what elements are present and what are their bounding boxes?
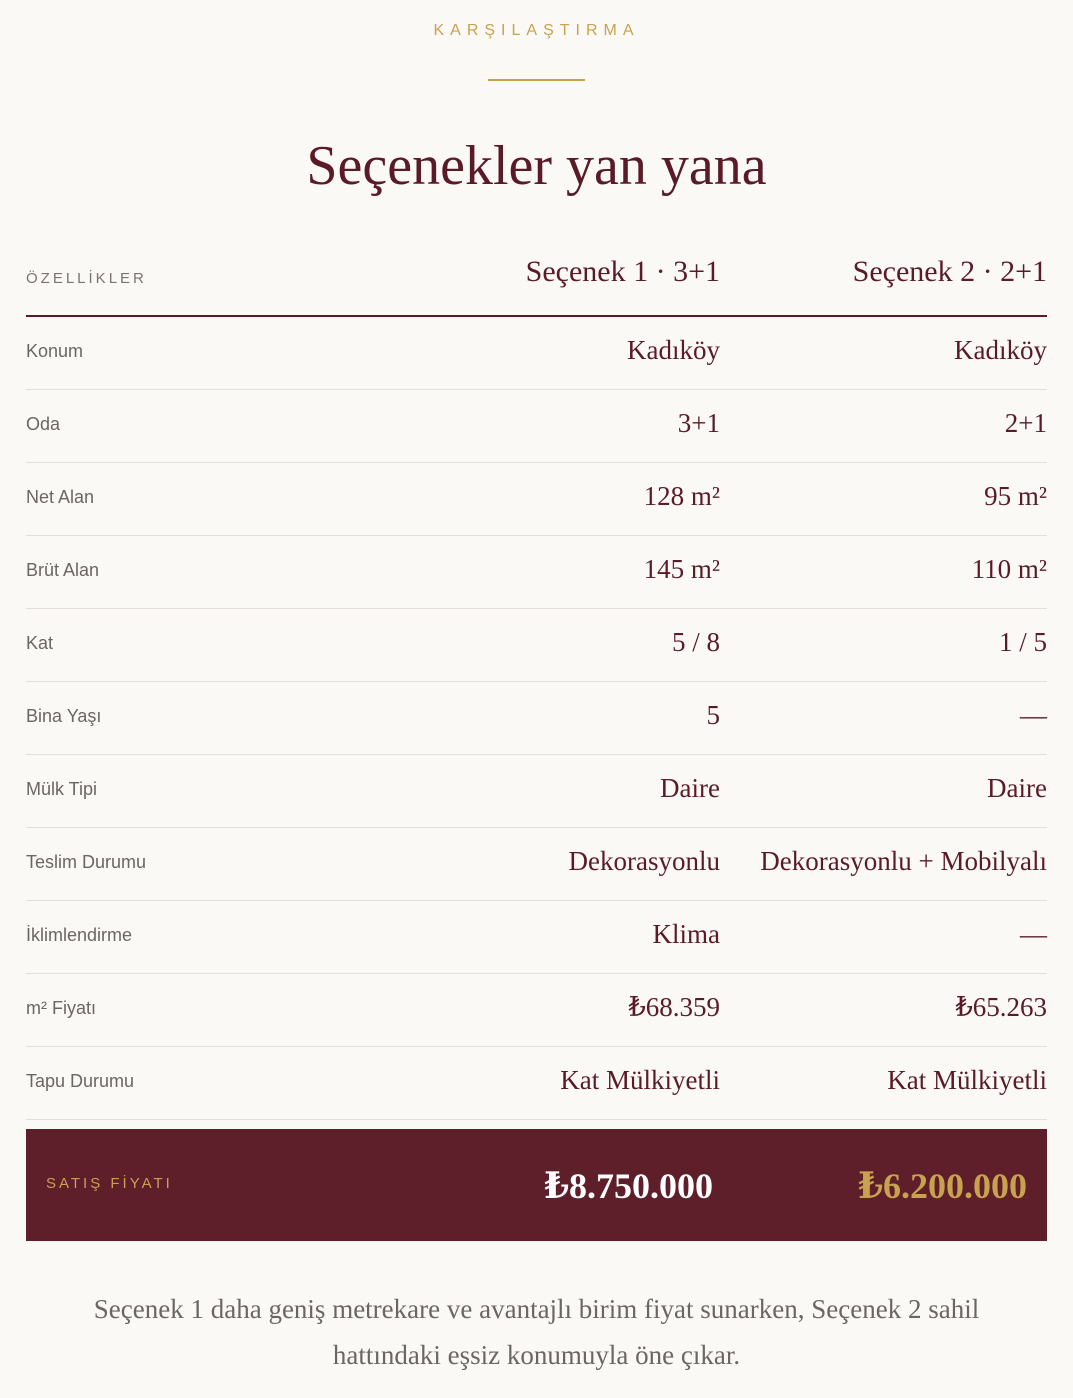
sale-price-bar xyxy=(26,1129,1047,1241)
row-label: Brüt Alan xyxy=(26,560,100,580)
option1-value: Kadıköy xyxy=(627,335,720,365)
option1-value: Klima xyxy=(652,919,720,949)
option2-value: 2+1 xyxy=(1004,408,1047,438)
option1-value: Daire xyxy=(660,773,720,803)
row-label: Bina Yaşı xyxy=(26,706,102,726)
row-label: İklimlendirme xyxy=(26,925,133,945)
option2-value: — xyxy=(1020,919,1047,949)
option1-column-header: Seçenek 1 · 3+1 xyxy=(525,255,720,288)
option2-value: — xyxy=(1020,700,1047,730)
table-row xyxy=(26,463,1047,536)
option1-value: 5 / 8 xyxy=(671,627,720,657)
row-label: m² Fiyatı xyxy=(26,998,96,1018)
section-eyebrow: KARŞILAŞTIRMA xyxy=(433,22,640,39)
option2-value: Kadıköy xyxy=(954,335,1047,365)
table-row xyxy=(26,317,1047,390)
table-row xyxy=(26,901,1047,974)
option2-value: ₺65.263 xyxy=(955,992,1047,1022)
option2-value: 110 m² xyxy=(971,554,1047,584)
option2-value: Kat Mülkiyetli xyxy=(887,1065,1047,1095)
option1-value: 145 m² xyxy=(643,554,720,584)
row-label: Kat xyxy=(26,633,54,653)
option2-value: Dekorasyonlu + Mobilyalı xyxy=(760,846,1047,876)
row-label: Oda xyxy=(26,414,61,434)
sale-price-label: SATIŞ FİYATI xyxy=(46,1175,173,1192)
option2-value: 1 / 5 xyxy=(998,627,1047,657)
option2-value: 95 m² xyxy=(984,481,1047,511)
row-label: Net Alan xyxy=(26,487,95,507)
row-label: Mülk Tipi xyxy=(26,779,98,799)
option1-value: 128 m² xyxy=(643,481,720,511)
option2-sale-price: ₺6.200.000 xyxy=(857,1166,1027,1206)
row-label: Konum xyxy=(26,341,84,361)
option1-value: ₺68.359 xyxy=(628,992,720,1022)
table-row xyxy=(26,828,1047,901)
comparison-summary: Seçenek 1 daha geniş metrekare ve avantajlı birim fiyat sunarken, Seçenek 2 sahil hattındaki eşsiz konumuyla öne çıkar. xyxy=(93,1294,980,1370)
table-row xyxy=(26,682,1047,755)
table-row xyxy=(26,536,1047,609)
row-label: Tapu Durumu xyxy=(26,1071,135,1091)
option2-value: Daire xyxy=(987,773,1047,803)
comparison-table xyxy=(26,237,1047,1120)
table-header xyxy=(26,237,1047,317)
row-label: Teslim Durumu xyxy=(26,852,147,872)
table-row xyxy=(26,974,1047,1047)
table-row xyxy=(26,390,1047,463)
gold-divider xyxy=(488,79,585,81)
option1-value: 5 xyxy=(706,700,720,730)
option1-sale-price: ₺8.750.000 xyxy=(543,1166,713,1206)
option2-column-header: Seçenek 2 · 2+1 xyxy=(852,255,1047,288)
table-row xyxy=(26,755,1047,828)
table-row xyxy=(26,609,1047,682)
option1-value: Dekorasyonlu xyxy=(568,846,720,876)
table-row xyxy=(26,1047,1047,1120)
feature-column-header: ÖZELLİKLER xyxy=(26,270,147,287)
section-title: Seçenekler yan yana xyxy=(306,135,767,197)
option1-value: Kat Mülkiyetli xyxy=(560,1065,720,1095)
option1-value: 3+1 xyxy=(677,408,720,438)
